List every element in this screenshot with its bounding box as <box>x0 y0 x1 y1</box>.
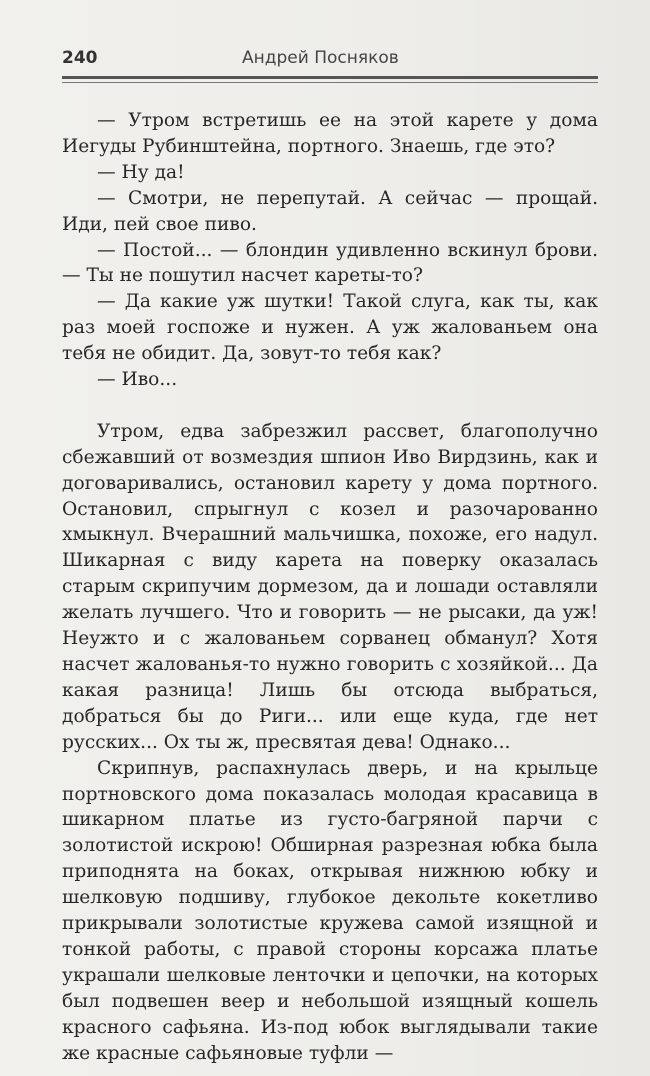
paragraph: — Да какие уж шутки! Такой слуга, как ты, как раз моей госпоже и нужен. А уж жалованьем она тебя не обидит. Да, зовут-то тебя как? <box>62 291 598 365</box>
page-header <box>62 42 598 72</box>
body-text <box>62 108 598 1067</box>
paragraph: Утром, едва забрезжил рассвет, благополучно сбежавший от возмездия шпион Иво Вирдзинь, как и договаривались, остановил карету у дома портного. Остановил, спрыгнул с козел и разочарованно хмыкнул. Вчерашний мальчишка, похоже, его надул. Шикарная с виду карета на поверку оказалась старым скрипучим дормезом, да и лошади оставляли желать лучшего. Что и говорить — не рысаки, да уж! Неужто и с жалованьем сорванец обманул? Хотя насчет жалованья-то нужно говорить с хозяйкой... Да какая разница! Лишь бы отсюда выбраться, добраться бы до Риги... или еще куда, где нет русских... Ох ты ж, пресвятая дева! Однако... <box>62 420 598 753</box>
header-rule-thin <box>62 82 598 83</box>
paragraph: — Ну да! <box>97 161 185 183</box>
running-head-author: Андрей Посняков <box>242 48 399 68</box>
paragraph: — Утром встретишь ее на этой карете у дома Иегуды Рубинштейна, портного. Знаешь, где это? <box>62 110 598 157</box>
paragraph: — Смотри, не перепутай. А сейчас — прощай. Иди, пей свое пиво. <box>62 187 598 235</box>
page-number: 240 <box>62 48 98 68</box>
paragraph: — Постой... — блондин удивленно вскинул брови. — Ты не пошутил насчет кареты-то? <box>62 239 598 287</box>
header-rule-thick <box>62 76 598 79</box>
paragraph: — Иво... <box>97 369 178 391</box>
paragraph: Скрипнув, распахнулась дверь, и на крыльце портновского дома показалась молодая красавица в шикарном платье из густо-багряной парчи с золотистой искрою! Обширная разрезная юбка была приподнята на боках, открывая нижнюю юбку и шелковую подшиву, глубокое декольте кокетливо прикрывали золотистые кружева самой изящной и тонкой работы, с правой стороны корсажа платье украшали шелковые ленточки и цепочки, на которых был подвешен веер и небольшой изящный кошель красного сафьяна. Из-под юбок выглядывали такие же красные сафьяновые туфли — <box>62 757 598 1064</box>
